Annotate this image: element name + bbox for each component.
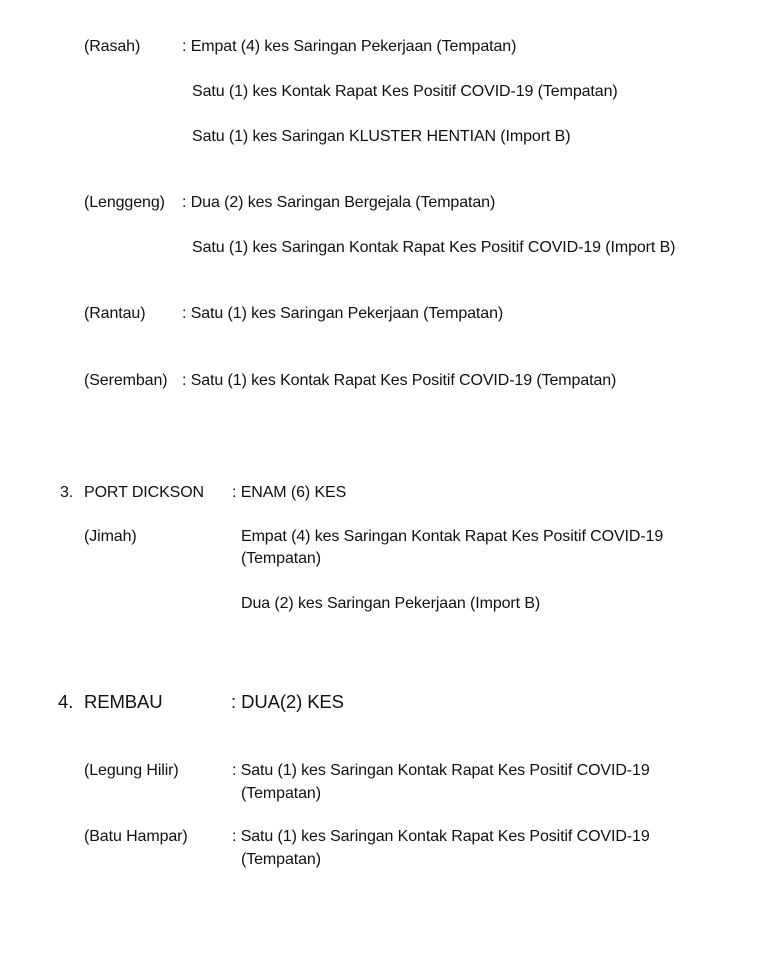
case-line: : Empat (4) kes Saringan Pekerjaan (Tempatan)	[182, 38, 517, 55]
case-line: : Dua (2) kes Saringan Bergejala (Tempatan)	[182, 194, 496, 211]
case-line: Dua (2) kes Saringan Pekerjaan (Import B)	[241, 595, 541, 612]
case-line: : Satu (1) kes Saringan Pekerjaan (Tempatan)	[182, 305, 504, 322]
locality-label: (Rasah)	[84, 38, 141, 55]
section-number: 3.	[60, 484, 74, 501]
case-line: Satu (1) kes Saringan Kontak Rapat Kes Positif COVID-19 (Import B)	[192, 239, 676, 256]
locality-label: (Legung Hilir)	[84, 762, 179, 779]
case-line-continuation: (Tempatan)	[241, 785, 321, 802]
case-line: Satu (1) kes Saringan KLUSTER HENTIAN (Import B)	[192, 128, 571, 145]
locality-label: (Lenggeng)	[84, 194, 165, 211]
case-line: : Satu (1) kes Kontak Rapat Kes Positif COVID-19 (Tempatan)	[182, 372, 617, 389]
locality-label: (Jimah)	[84, 528, 137, 545]
locality-label: (Batu Hampar)	[84, 828, 188, 845]
case-line-continuation: (Tempatan)	[241, 851, 321, 868]
district-total: : ENAM (6) KES	[232, 484, 347, 501]
case-line: Empat (4) kes Saringan Kontak Rapat Kes Positif COVID-19	[241, 528, 664, 545]
case-line: Satu (1) kes Kontak Rapat Kes Positif COVID-19 (Tempatan)	[192, 83, 618, 100]
case-line: : Satu (1) kes Saringan Kontak Rapat Kes Positif COVID-19	[232, 828, 650, 845]
locality-label: (Rantau)	[84, 305, 146, 322]
locality-label: (Seremban)	[84, 372, 168, 389]
district-total: : DUA(2) KES	[231, 691, 344, 712]
section-number: 4.	[58, 691, 74, 712]
district-heading: REMBAU	[84, 691, 163, 712]
case-line: : Satu (1) kes Saringan Kontak Rapat Kes Positif COVID-19	[232, 762, 650, 779]
district-heading: PORT DICKSON	[84, 484, 205, 501]
case-line-continuation: (Tempatan)	[241, 550, 321, 567]
